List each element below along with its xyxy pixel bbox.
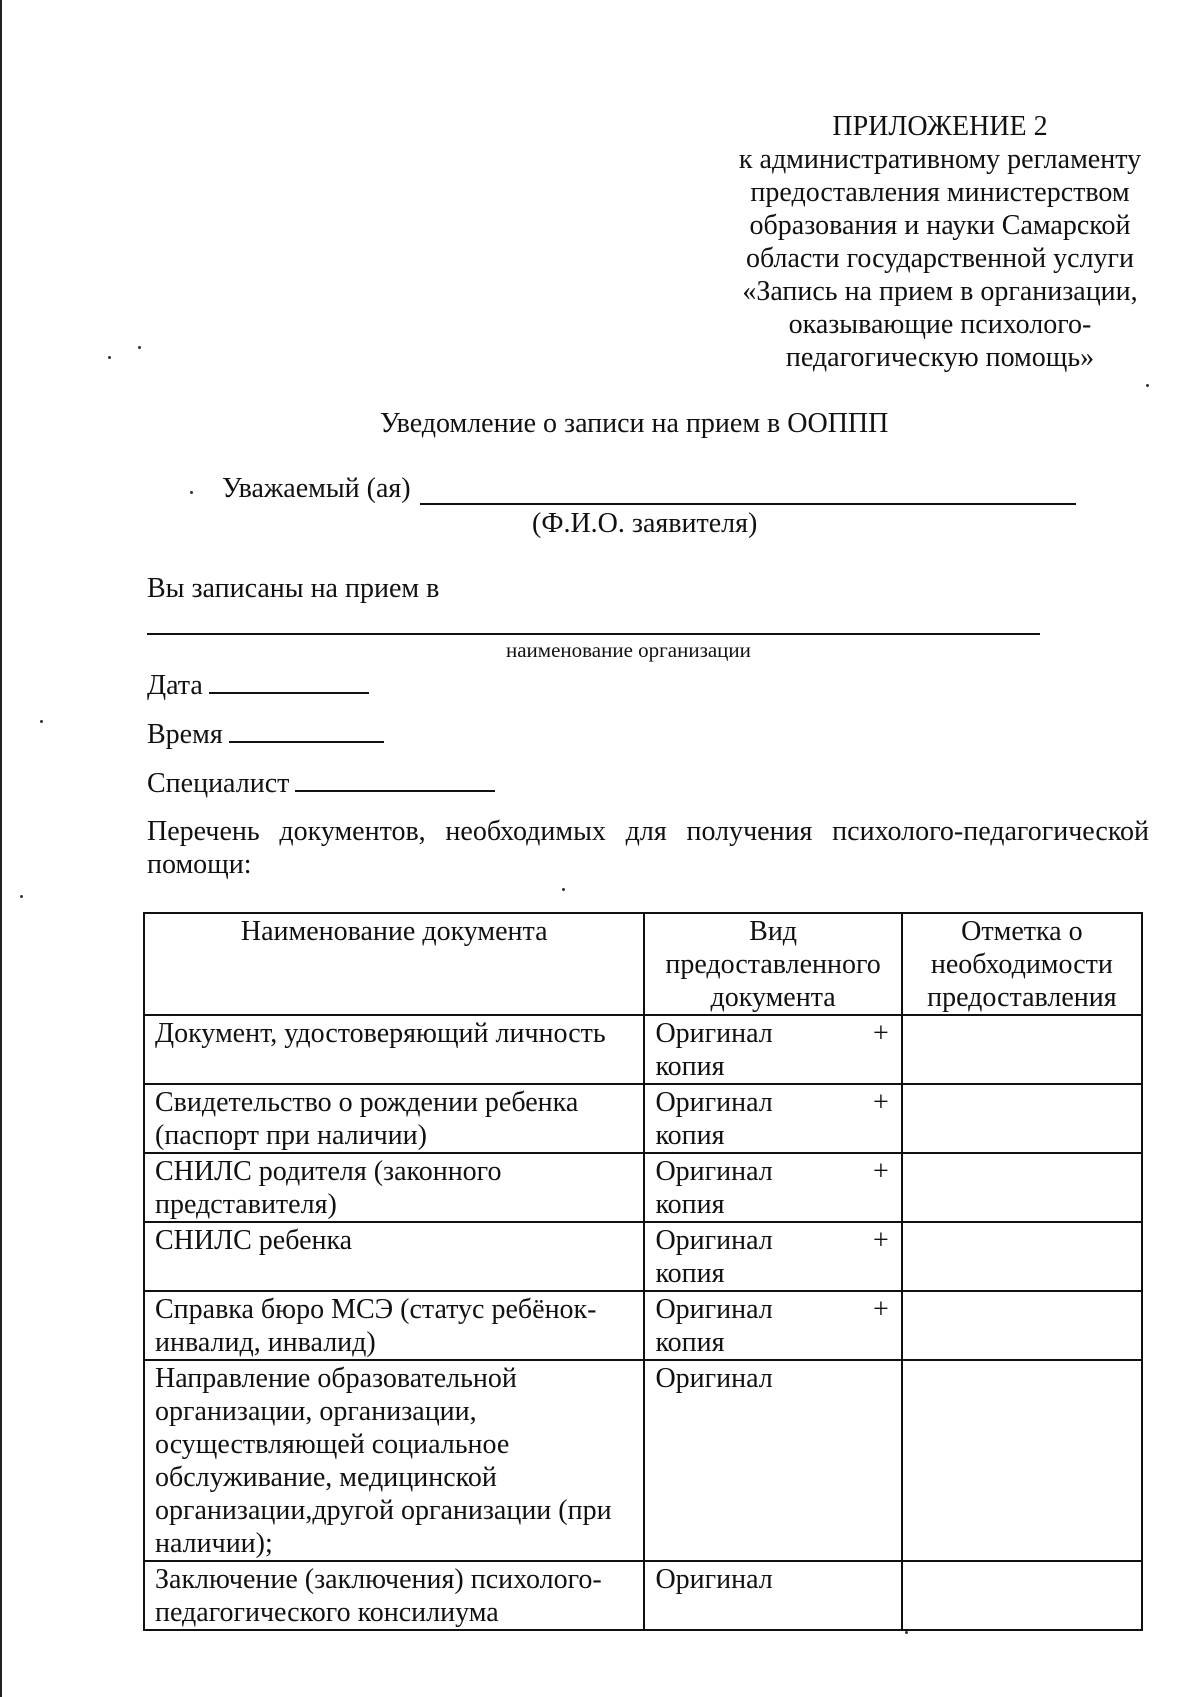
table-row (144, 1222, 1142, 1291)
document-name-cell: Направление образовательной организации, организации, осуществляющей социальное обслуживание, медицинской организации,другой организации (при наличии); (144, 1360, 644, 1561)
time-field (147, 717, 384, 751)
requirement-mark-cell (902, 1561, 1142, 1630)
time-label: Время (147, 719, 223, 750)
appendix-line: оказывающие психолого- (788, 309, 1092, 340)
specialist-blank (295, 766, 495, 792)
plus-mark: + (872, 1018, 889, 1049)
scan-speck (190, 491, 193, 494)
plus-mark: + (872, 1156, 889, 1187)
requirement-mark-cell (902, 1222, 1142, 1291)
header-document-name: Наименование документа (144, 913, 644, 1015)
appendix-line: «Запись на прием в организации, (742, 276, 1138, 307)
page-edge-line (0, 0, 2, 1697)
kind-original: Оригинал (655, 1156, 773, 1187)
specialist-field (147, 766, 495, 800)
requirement-mark-cell (902, 1015, 1142, 1084)
documents-table (143, 912, 1143, 1631)
organization-name-blank (147, 633, 1040, 635)
table-row (144, 1015, 1142, 1084)
table-row (144, 1153, 1142, 1222)
document-kind-cell (644, 1153, 901, 1222)
appendix-line: к административному регламенту (738, 144, 1142, 175)
kind-copy: копия (655, 1327, 725, 1358)
document-kind-cell (644, 1561, 901, 1630)
table-header-row (144, 913, 1142, 1015)
table-row (144, 1360, 1142, 1561)
table-row (144, 1291, 1142, 1360)
document-name-cell: Документ, удостоверяющий личность (144, 1015, 644, 1084)
scan-speck (562, 888, 565, 891)
kind-original: Оригинал (655, 1225, 773, 1256)
appendix-header (700, 110, 1180, 374)
plus-mark: + (872, 1294, 889, 1325)
requirement-mark-cell (902, 1153, 1142, 1222)
document-list-intro: Перечень документов, необходимых для получения психолого-педагогической помощи: (147, 816, 1149, 880)
document-kind-cell (644, 1360, 901, 1561)
appendix-line: ПРИЛОЖЕНИЕ 2 (832, 111, 1048, 142)
kind-copy: копия (655, 1189, 725, 1220)
applicant-name-blank (420, 503, 1076, 505)
scan-speck (108, 356, 111, 359)
kind-original: Оригинал (655, 1294, 773, 1325)
scan-speck (138, 346, 141, 349)
requirement-mark-cell (902, 1291, 1142, 1360)
appendix-line: образования и науки Самарской (749, 210, 1131, 241)
time-blank (229, 717, 384, 743)
appendix-line: области государственной услуги (745, 243, 1135, 274)
date-label: Дата (147, 670, 203, 701)
document-kind-cell (644, 1222, 901, 1291)
appendix-line: предоставления министерством (750, 177, 1130, 208)
scan-speck (905, 1631, 908, 1634)
specialist-label: Специалист (147, 768, 290, 799)
document-kind-cell (644, 1015, 901, 1084)
document-name-cell: Свидетельство о рождении ребенка (паспорт при наличии) (144, 1084, 644, 1153)
kind-original: Оригинал (655, 1018, 773, 1049)
kind-original: Оригинал (655, 1087, 773, 1118)
scan-speck (1146, 384, 1149, 387)
document-kind-cell (644, 1084, 901, 1153)
enrolled-text: Вы записаны на прием в (147, 573, 440, 604)
header-document-kind: Вид предоставленного документа (644, 913, 901, 1015)
plus-mark: + (872, 1087, 889, 1118)
applicant-name-caption: (Ф.И.О. заявителя) (532, 508, 758, 539)
appendix-line: педагогическую помощь» (785, 342, 1095, 373)
table-row (144, 1084, 1142, 1153)
requirement-mark-cell (902, 1360, 1142, 1561)
document-name-cell: Заключение (заключения) психолого-педагогического консилиума (144, 1561, 644, 1630)
scan-speck (20, 895, 23, 898)
kind-original: Оригинал (655, 1363, 773, 1394)
header-requirement-mark: Отметка о необходимости предоставления (902, 913, 1142, 1015)
notice-title: Уведомление о записи на прием в ООППП (380, 408, 889, 439)
requirement-mark-cell (902, 1084, 1142, 1153)
kind-copy: копия (655, 1051, 725, 1082)
date-field (147, 668, 369, 702)
greeting-label: Уважаемый (ая) (222, 473, 411, 504)
organization-name-caption: наименование организации (506, 638, 751, 662)
scan-speck (40, 720, 43, 723)
kind-original: Оригинал (655, 1564, 773, 1595)
document-name-cell: СНИЛС ребенка (144, 1222, 644, 1291)
kind-copy: копия (655, 1120, 725, 1151)
plus-mark: + (872, 1225, 889, 1256)
document-name-cell: СНИЛС родителя (законного представителя) (144, 1153, 644, 1222)
date-blank (209, 668, 369, 694)
kind-copy: копия (655, 1258, 725, 1289)
table-row (144, 1561, 1142, 1630)
document-name-cell: Справка бюро МСЭ (статус ребёнок-инвалид, инвалид) (144, 1291, 644, 1360)
document-kind-cell (644, 1291, 901, 1360)
